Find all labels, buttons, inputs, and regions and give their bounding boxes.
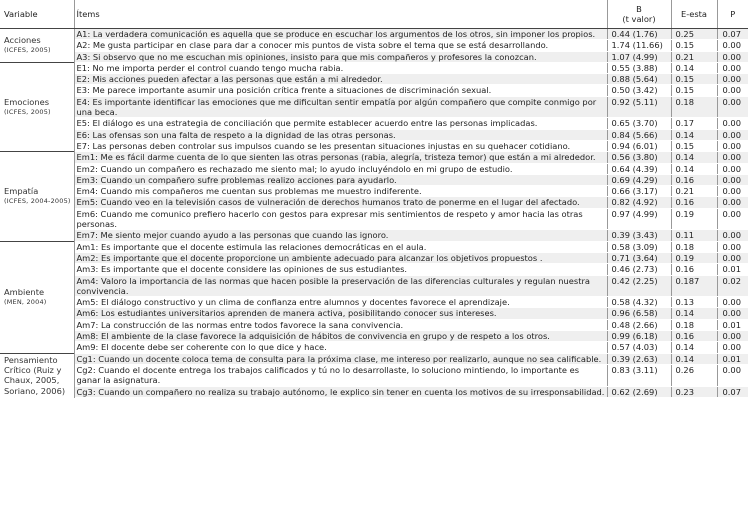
b-value-cell: 0.71 (3.64) xyxy=(607,252,671,263)
eesta-value-cell: 0.17 xyxy=(671,118,717,129)
b-value-cell: 0.82 (4.92) xyxy=(607,197,671,208)
eesta-value-cell: 0.19 xyxy=(671,208,717,230)
variable-name: Acciones xyxy=(4,35,41,46)
p-value-cell: 0.00 xyxy=(717,174,748,185)
table-row xyxy=(0,342,748,353)
b-value-cell: 0.55 (3.88) xyxy=(607,62,671,73)
variable-citation: (MEN, 2004) xyxy=(4,298,47,307)
item-cell: Am9: El docente debe ser coherente con lo que dice y hace. xyxy=(74,342,607,353)
p-value-cell: 0.00 xyxy=(717,40,748,51)
variable-citation: (ICFES, 2005) xyxy=(4,108,51,117)
b-value-cell: 0.96 (6.58) xyxy=(607,308,671,319)
item-cell: Am1: Es importante que el docente estimula las relaciones democráticas en el aula. xyxy=(74,241,607,252)
table-row xyxy=(0,264,748,275)
variable-cell xyxy=(0,353,74,397)
table-row xyxy=(0,230,748,241)
item-cell: Am3: Es importante que el docente considere las opiniones de sus estudiantes. xyxy=(74,264,607,275)
p-value-cell: 0.00 xyxy=(717,241,748,252)
eesta-value-cell: 0.23 xyxy=(671,386,717,397)
eesta-value-cell: 0.14 xyxy=(671,353,717,364)
b-value-cell: 0.44 (1.76) xyxy=(607,29,671,40)
item-cell: Em2: Cuando un compañero es rechazado me siento mal; lo ayudo incluyéndolo en mi grupo de estudio. xyxy=(74,163,607,174)
variable-cell xyxy=(0,152,74,241)
item-cell: Am2: Es importante que el docente proporcione un ambiente adecuado para alcanzar los objetivos propuestos . xyxy=(74,252,607,263)
p-value-cell: 0.00 xyxy=(717,364,748,386)
eesta-value-cell: 0.14 xyxy=(671,163,717,174)
eesta-value-cell: 0.16 xyxy=(671,197,717,208)
table-row xyxy=(0,252,748,263)
variable-header: Variable xyxy=(0,0,74,29)
b-value-cell: 0.99 (6.18) xyxy=(607,331,671,342)
variable-name: Ambiente xyxy=(4,286,45,297)
p-value-cell: 0.00 xyxy=(717,331,748,342)
eesta-header: E-esta xyxy=(671,0,717,29)
item-cell: Em1: Me es fácil darme cuenta de lo que sienten las otras personas (rabia, alegría, tristeza temor) que están a mi alrededor. xyxy=(74,152,607,163)
table-row xyxy=(0,186,748,197)
b-value-cell: 0.84 (5.66) xyxy=(607,129,671,140)
p-value-cell: 0.07 xyxy=(717,386,748,397)
table-row xyxy=(0,51,748,62)
item-cell: E6: Las ofensas son una falta de respeto a la dignidad de las otras personas. xyxy=(74,129,607,140)
table-row xyxy=(0,118,748,129)
b-header xyxy=(607,0,671,29)
eesta-value-cell: 0.14 xyxy=(671,152,717,163)
p-value-cell: 0.01 xyxy=(717,319,748,330)
table-row xyxy=(0,319,748,330)
item-cell: Em4: Cuando mis compañeros me cuentan sus problemas me muestro indiferente. xyxy=(74,186,607,197)
table-row xyxy=(0,96,748,118)
eesta-value-cell: 0.18 xyxy=(671,96,717,118)
b-value-cell: 0.65 (3.70) xyxy=(607,118,671,129)
table-row xyxy=(0,74,748,85)
item-cell: E3: Me parece importante asumir una posición crítica frente a situaciones de discriminación sexual. xyxy=(74,85,607,96)
table-row xyxy=(0,85,748,96)
variable-cell xyxy=(0,29,74,63)
eesta-value-cell: 0.16 xyxy=(671,264,717,275)
p-value-cell: 0.00 xyxy=(717,186,748,197)
b-value-cell: 0.83 (3.11) xyxy=(607,364,671,386)
item-cell: Em3: Cuando un compañero sufre problemas realizo acciones para ayudarlo. xyxy=(74,174,607,185)
eesta-value-cell: 0.15 xyxy=(671,85,717,96)
p-value-cell: 0.00 xyxy=(717,74,748,85)
table-row xyxy=(0,331,748,342)
table-row xyxy=(0,140,748,151)
b-value-cell: 0.50 (3.42) xyxy=(607,85,671,96)
table-body xyxy=(0,29,748,398)
header-row xyxy=(0,0,748,29)
p-value-cell: 0.00 xyxy=(717,342,748,353)
item-cell: A3: Si observo que no me escuchan mis opiniones, insisto para que mis compañeros y profesores la conozcan. xyxy=(74,51,607,62)
eesta-value-cell: 0.187 xyxy=(671,275,717,297)
eesta-value-cell: 0.15 xyxy=(671,40,717,51)
item-cell: Am5: El diálogo constructivo y un clima de confianza entre alumnos y docentes favorece el aprendizaje. xyxy=(74,297,607,308)
table-row xyxy=(0,62,748,73)
eesta-value-cell: 0.21 xyxy=(671,51,717,62)
b-value-cell: 0.88 (5.64) xyxy=(607,74,671,85)
b-value-cell: 0.94 (6.01) xyxy=(607,140,671,151)
b-value-cell: 0.48 (2.66) xyxy=(607,319,671,330)
p-value-cell: 0.00 xyxy=(717,297,748,308)
eesta-value-cell: 0.14 xyxy=(671,129,717,140)
eesta-value-cell: 0.15 xyxy=(671,74,717,85)
b-value-cell: 0.92 (5.11) xyxy=(607,96,671,118)
p-value-cell: 0.00 xyxy=(717,140,748,151)
variable-name: Empatía xyxy=(4,186,39,197)
table-row xyxy=(0,353,748,364)
p-value-cell: 0.00 xyxy=(717,230,748,241)
item-cell: E7: Las personas deben controlar sus impulsos cuando se les presentan situaciones injustas en su quehacer cotidiano. xyxy=(74,140,607,151)
table-row xyxy=(0,174,748,185)
table-row xyxy=(0,275,748,297)
b-value-cell: 0.69 (4.29) xyxy=(607,174,671,185)
b-value-cell: 1.07 (4.99) xyxy=(607,51,671,62)
p-value-cell: 0.00 xyxy=(717,163,748,174)
b-header-line2: (t valor) xyxy=(622,14,656,24)
eesta-value-cell: 0.18 xyxy=(671,319,717,330)
item-cell: Cg1: Cuando un docente coloca tema de consulta para la próxima clase, me intereso por realizarlo, aunque no sea calificable. xyxy=(74,353,607,364)
b-value-cell: 0.56 (3.80) xyxy=(607,152,671,163)
item-cell: Cg3: Cuando un compañero no realiza su trabajo autónomo, le explico sin tener en cuenta los motivos de su irresponsabilidad. xyxy=(74,386,607,397)
table-row xyxy=(0,297,748,308)
eesta-value-cell: 0.18 xyxy=(671,241,717,252)
b-value-cell: 0.58 (3.09) xyxy=(607,241,671,252)
item-cell: Em6: Cuando me comunico prefiero hacerlo con gestos para expresar mis sentimientos de respeto y amor hacia las otras personas. xyxy=(74,208,607,230)
eesta-value-cell: 0.21 xyxy=(671,186,717,197)
p-value-cell: 0.00 xyxy=(717,85,748,96)
item-cell: Am7: La construcción de las normas entre todos favorece la sana convivencia. xyxy=(74,319,607,330)
table-row xyxy=(0,364,748,386)
item-cell: Am4: Valoro la importancia de las normas que hacen posible la preservación de las diferencias culturales y regulan nuestra convivencia. xyxy=(74,275,607,297)
variable-citation: (ICFES, 2005) xyxy=(4,46,51,55)
p-value-cell: 0.02 xyxy=(717,275,748,297)
variable-name: Pensamiento Crítico (Ruiz y Chaux, 2005, Soriano, 2006) xyxy=(4,354,66,396)
eesta-value-cell: 0.26 xyxy=(671,364,717,386)
p-value-cell: 0.00 xyxy=(717,197,748,208)
item-cell: Em5: Cuando veo en la televisión casos de vulneración de derechos humanos trato de ponerme en el lugar del afectado. xyxy=(74,197,607,208)
item-cell: Am8: El ambiente de la clase favorece la adquisición de hábitos de convivencia en grupo y de respeto a los otros. xyxy=(74,331,607,342)
table-row xyxy=(0,241,748,252)
b-value-cell: 0.39 (2.63) xyxy=(607,353,671,364)
table-row xyxy=(0,152,748,163)
b-value-cell: 1.74 (11.66) xyxy=(607,40,671,51)
item-cell: E2: Mis acciones pueden afectar a las personas que están a mi alrededor. xyxy=(74,74,607,85)
item-cell: E1: No me importa perder el control cuando tengo mucha rabia. xyxy=(74,62,607,73)
p-header: P xyxy=(717,0,748,29)
table-row xyxy=(0,29,748,40)
table-row xyxy=(0,129,748,140)
p-value-cell: 0.07 xyxy=(717,29,748,40)
p-value-cell: 0.00 xyxy=(717,208,748,230)
p-value-cell: 0.01 xyxy=(717,353,748,364)
p-value-cell: 0.00 xyxy=(717,129,748,140)
b-value-cell: 0.57 (4.03) xyxy=(607,342,671,353)
p-value-cell: 0.00 xyxy=(717,252,748,263)
table-row xyxy=(0,40,748,51)
eesta-value-cell: 0.14 xyxy=(671,62,717,73)
variable-cell xyxy=(0,62,74,151)
b-value-cell: 0.64 (4.39) xyxy=(607,163,671,174)
p-value-cell: 0.00 xyxy=(717,308,748,319)
eesta-value-cell: 0.16 xyxy=(671,174,717,185)
b-header-line1: B xyxy=(636,3,642,14)
b-value-cell: 0.39 (3.43) xyxy=(607,230,671,241)
p-value-cell: 0.00 xyxy=(717,96,748,118)
eesta-value-cell: 0.11 xyxy=(671,230,717,241)
item-cell: A2: Me gusta participar en clase para dar a conocer mis puntos de vista sobre el tema que se está desarrollando. xyxy=(74,40,607,51)
eesta-value-cell: 0.15 xyxy=(671,140,717,151)
item-cell: E4: Es importante identificar las emociones que me dificultan sentir empatía por algún compañero que compite conmigo por una beca. xyxy=(74,96,607,118)
eesta-value-cell: 0.14 xyxy=(671,342,717,353)
table-row xyxy=(0,308,748,319)
item-cell: Cg2: Cuando el docente entrega los trabajos calificados y tú no lo desarrollaste, lo soluciono mintiendo, lo importante es ganar la asignatura. xyxy=(74,364,607,386)
eesta-value-cell: 0.14 xyxy=(671,308,717,319)
b-value-cell: 0.46 (2.73) xyxy=(607,264,671,275)
item-cell: A1: La verdadera comunicación es aquella que se produce en escuchar los argumentos de los otros, sin imponer los propios. xyxy=(74,29,607,40)
table-row xyxy=(0,197,748,208)
b-value-cell: 0.62 (2.69) xyxy=(607,386,671,397)
table-row xyxy=(0,163,748,174)
p-value-cell: 0.00 xyxy=(717,118,748,129)
p-value-cell: 0.00 xyxy=(717,51,748,62)
table-row xyxy=(0,208,748,230)
b-value-cell: 0.97 (4.99) xyxy=(607,208,671,230)
p-value-cell: 0.00 xyxy=(717,62,748,73)
item-cell: E5: El diálogo es una estrategia de conciliación que permite establecer acuerdo entre las personas implicadas. xyxy=(74,118,607,129)
b-value-cell: 0.66 (3.17) xyxy=(607,186,671,197)
eesta-value-cell: 0.13 xyxy=(671,297,717,308)
table-row xyxy=(0,386,748,397)
b-value-cell: 0.42 (2.25) xyxy=(607,275,671,297)
eesta-value-cell: 0.25 xyxy=(671,29,717,40)
item-cell: Am6: Los estudiantes universitarios aprenden de manera activa, posibilitando conocer sus intereses. xyxy=(74,308,607,319)
items-header: Ítems xyxy=(74,0,607,29)
variable-name: Emociones xyxy=(4,96,50,107)
p-value-cell: 0.01 xyxy=(717,264,748,275)
eesta-value-cell: 0.16 xyxy=(671,331,717,342)
eesta-value-cell: 0.19 xyxy=(671,252,717,263)
p-value-cell: 0.00 xyxy=(717,152,748,163)
variable-cell xyxy=(0,241,74,353)
item-cell: Em7: Me siento mejor cuando ayudo a las personas que cuando las ignoro. xyxy=(74,230,607,241)
b-value-cell: 0.58 (4.32) xyxy=(607,297,671,308)
variable-citation: (ICFES, 2004-2005) xyxy=(4,197,71,206)
